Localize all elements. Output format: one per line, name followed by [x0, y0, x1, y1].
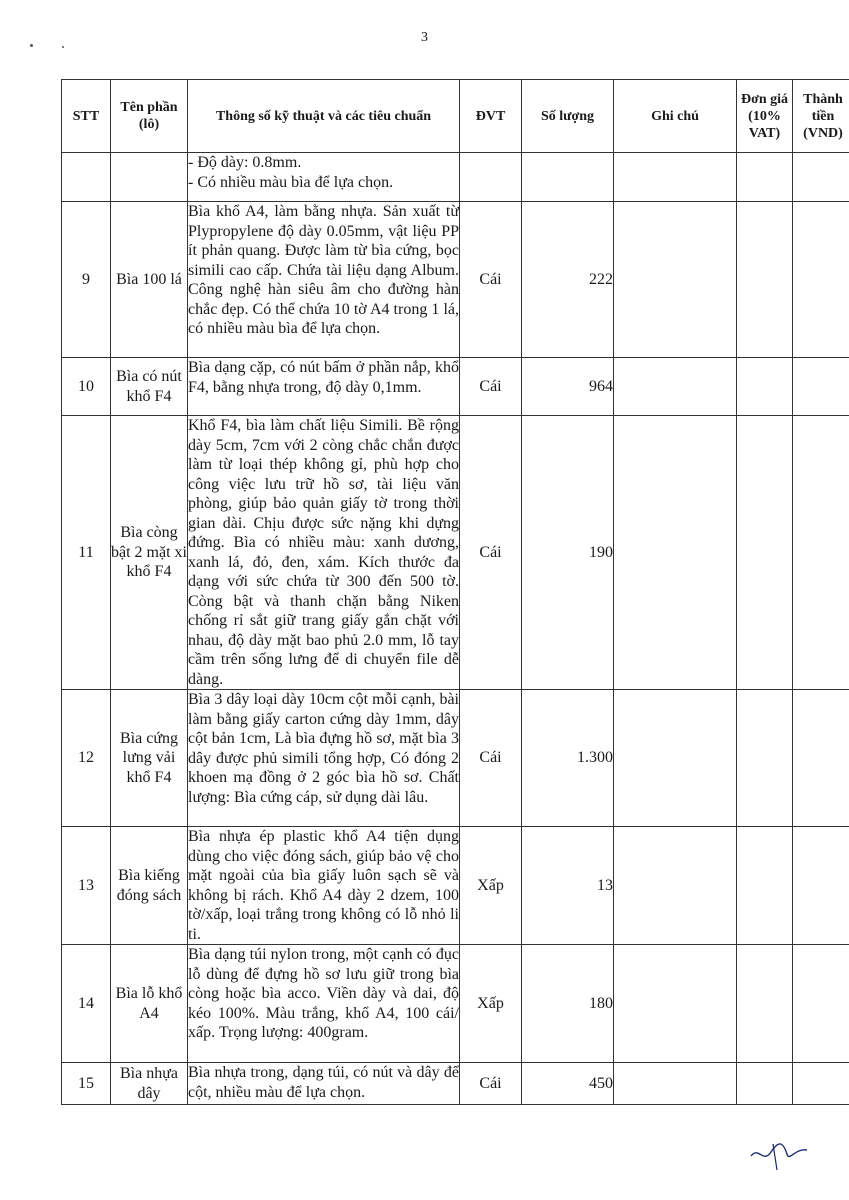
specification-table [61, 79, 849, 1105]
cell-total [793, 827, 849, 945]
cell-qty: 450 [522, 1063, 614, 1105]
table-header-row [62, 80, 849, 153]
cell-price [737, 827, 793, 945]
cell-unit: Cái [460, 1063, 522, 1105]
signature-mark [749, 1136, 809, 1172]
cell-note [614, 945, 737, 1063]
cell-total [793, 1063, 849, 1105]
header-price: Đơn giá (10% VAT) [737, 80, 793, 153]
cell-name: Bìa còng bật 2 mặt xi khổ F4 [111, 416, 188, 690]
cell-stt: 13 [62, 827, 111, 945]
cell-unit: Cái [460, 416, 522, 690]
cell-name: Bìa lỗ khổ A4 [111, 945, 188, 1063]
header-spec: Thông số kỹ thuật và các tiêu chuẩn [188, 80, 460, 153]
header-stt: STT [62, 80, 111, 153]
cell-spec [188, 945, 460, 1063]
cell-total [793, 416, 849, 690]
cell-unit: Xấp [460, 945, 522, 1063]
cell-total [793, 690, 849, 827]
cell-price [737, 690, 793, 827]
header-name: Tên phần (lô) [111, 80, 188, 153]
cell-name: Bìa cứng lưng vải khổ F4 [111, 690, 188, 827]
cell-price [737, 945, 793, 1063]
cell-qty: 1.300 [522, 690, 614, 827]
cell-total [793, 358, 849, 416]
cell-spec [188, 153, 460, 202]
cell-note [614, 416, 737, 690]
table-row [62, 153, 849, 202]
spec-line: - Có nhiều màu bìa để lựa chọn. [188, 173, 394, 191]
cell-total [793, 202, 849, 358]
cell-note [614, 827, 737, 945]
cell-stt: 14 [62, 945, 111, 1063]
cell-stt: 9 [62, 202, 111, 358]
cell-stt: 10 [62, 358, 111, 416]
cell-spec [188, 202, 460, 358]
cell-name: Bìa 100 lá [111, 202, 188, 358]
cell-qty: 222 [522, 202, 614, 358]
cell-unit: Xấp [460, 827, 522, 945]
cell-qty: 13 [522, 827, 614, 945]
scan-speck [30, 44, 33, 47]
cell-qty: 190 [522, 416, 614, 690]
cell-unit: Cái [460, 690, 522, 827]
cell-price [737, 358, 793, 416]
cell-stt: 12 [62, 690, 111, 827]
cell-stt: 15 [62, 1063, 111, 1105]
header-total: Thành tiền (VND) [793, 80, 849, 153]
page-number: 3 [421, 30, 428, 45]
spec-line: Bìa 3 dây loại dày 10cm cột mỗi cạnh, bài làm bằng giấy carton cứng dày 1mm, dây cột bản 1cm, Là bìa đựng hồ sơ, mặt bìa 3 dây được phủ simili tổng hợp, Có đóng 2 khoen mạ đồng ở 2 góc bìa hồ sơ. Chất lượng: Bìa cứng cáp, sử dụng dài lâu. [188, 691, 459, 806]
cell-name: Bìa có nút khổ F4 [111, 358, 188, 416]
cell-note [614, 690, 737, 827]
cell-stt: 11 [62, 416, 111, 690]
cell-price [737, 153, 793, 202]
table-row [62, 945, 849, 1063]
cell-note [614, 358, 737, 416]
cell-total [793, 153, 849, 202]
cell-note [614, 153, 737, 202]
cell-stt [62, 153, 111, 202]
cell-unit: Cái [460, 358, 522, 416]
header-note: Ghi chú [614, 80, 737, 153]
scan-speck [62, 46, 64, 48]
cell-note [614, 1063, 737, 1105]
table-row [62, 827, 849, 945]
cell-spec [188, 690, 460, 827]
spec-line: Bìa nhựa trong, dạng túi, có nút và dây để cột, nhiều màu để lựa chọn. [188, 1064, 459, 1101]
table-row [62, 202, 849, 358]
cell-qty: 180 [522, 945, 614, 1063]
spec-line: Khổ F4, bìa làm chất liệu Simili. Bề rộng dày 5cm, 7cm với 2 còng chắc chắn được làm từ loại thép không gỉ, phù hợp cho công việc lưu trữ hồ sơ, tài liệu văn phòng, giúp bảo quản giấy tờ trong thời gian dài. Chịu được sức nặng khi dựng đứng. Bìa có nhiều màu: xanh dương, xanh lá, đỏ, đen, xám. Kích thước đa dạng với sức chứa từ 300 đến 500 tờ. Còng bật và thanh chặn bằng Niken chống rỉ sắt giữ trang giấy gắn chặt với nhau, độ dày mặt bao phủ 2.0 mm, lỗ tay cầm trên sống lưng để di chuyển file dễ dàng. [188, 417, 459, 688]
cell-total [793, 945, 849, 1063]
header-qty: Số lượng [522, 80, 614, 153]
cell-qty: 964 [522, 358, 614, 416]
table-row [62, 690, 849, 827]
cell-note [614, 202, 737, 358]
table-row [62, 416, 849, 690]
header-unit: ĐVT [460, 80, 522, 153]
cell-unit: Cái [460, 202, 522, 358]
cell-spec [188, 416, 460, 690]
spec-line: Bìa nhựa ép plastic khổ A4 tiện dụng dùng cho việc đóng sách, giúp bảo vệ cho mặt ngoài của bìa giấy luôn sạch sẽ và không bị rách. Khổ A4 dày 2 dzem, 100 tờ/xấp, loại trắng trong không có lỗ nhỏ li ti. [188, 828, 459, 943]
spec-line: - Độ dày: 0.8mm. [188, 154, 302, 171]
spec-line: Bìa dạng túi nylon trong, một cạnh có đục lỗ dùng để đựng hồ sơ lưu giữ trong bìa còng hoặc bìa acco. Viền dày và dai, độ kéo 100%. Màu trắng, khổ A4, 100 cái/ xấp. Trọng lượng: 400gram. [188, 946, 459, 1041]
spec-line: Bìa dạng cặp, có nút bấm ở phần nắp, khổ F4, bằng nhựa trong, độ dày 0,1mm. [188, 359, 459, 396]
cell-name: Bìa kiếng đóng sách [111, 827, 188, 945]
cell-spec [188, 358, 460, 416]
table-row [62, 1063, 849, 1105]
cell-qty [522, 153, 614, 202]
cell-spec [188, 827, 460, 945]
cell-unit [460, 153, 522, 202]
cell-price [737, 416, 793, 690]
cell-name [111, 153, 188, 202]
table-row [62, 358, 849, 416]
spec-line: Bìa khổ A4, làm bằng nhựa. Sản xuất từ Plypropylene độ dày 0.05mm, vật liệu PP ít phản quang. Được làm từ bìa cứng, bọc simili cao cấp. Chứa tài liệu dạng Album. Công nghệ hàn siêu âm cho đường hàn chắc đẹp. Có thể chứa 10 tờ A4 trong 1 lá, có nhiều màu bìa để lựa chọn. [188, 203, 459, 337]
cell-price [737, 202, 793, 358]
cell-name: Bìa nhựa dây [111, 1063, 188, 1105]
cell-price [737, 1063, 793, 1105]
cell-spec [188, 1063, 460, 1105]
